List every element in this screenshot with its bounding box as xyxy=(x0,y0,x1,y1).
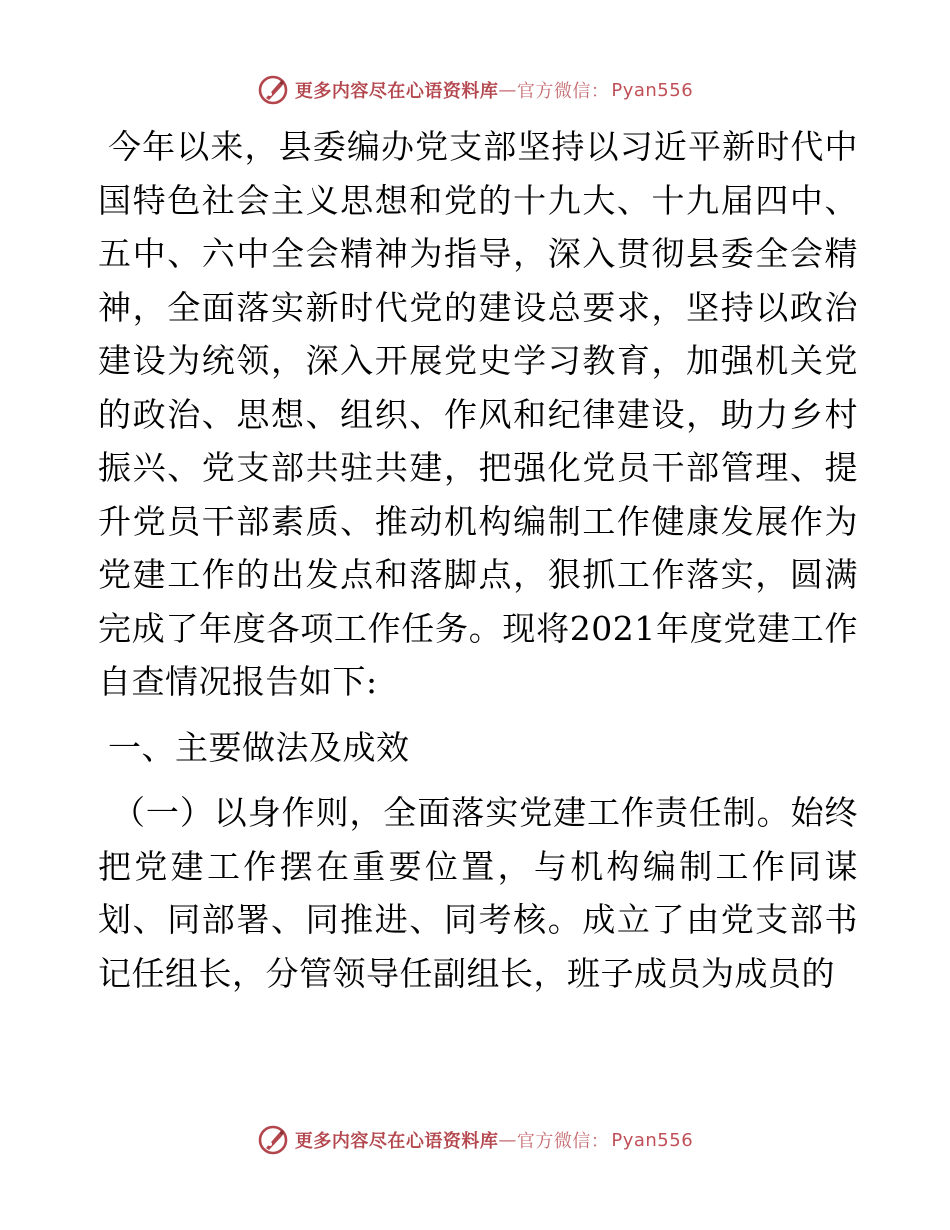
watermark-separator: — xyxy=(498,79,517,101)
watermark-label: 官方微信： xyxy=(516,1131,610,1152)
pen-seal-icon xyxy=(257,1124,289,1156)
watermark-header xyxy=(0,68,950,112)
subsection-paragraph: （一）以身作则，全面落实党建工作责任制。始终把党建工作摆在重要位置，与机构编制工作同谋划、同部署、同推进、同考核。成立了由党支部书记任组长，分管领导任副组长，班子成员为成员的 xyxy=(98,793,858,993)
watermark-main-text: 更多内容尽在心语资料库 xyxy=(294,81,499,102)
intro-paragraph: 今年以来，县委编办党支部坚持以习近平新时代中国特色社会主义思想和党的十九大、十九届四中、五中、六中全会精神为指导，深入贯彻县委全会精神，全面落实新时代党的建设总要求，坚持以政治建设为统领，深入开展党史学习教育，加强机关党的政治、思想、组织、作风和纪律建设，助力乡村振兴、党支部共驻共建，把强化党员干部管理、提升党员干部素质、推动机构编制工作健康发展作为党建工作的出发点和落脚点，狠抓工作落实，圆满完成了年度各项工作任务。现将2021年度党建工作自查情况报告如下: xyxy=(98,127,858,701)
watermark-wechat-id: Pyan556 xyxy=(611,1129,694,1151)
section-heading: 一、主要做法及成效 xyxy=(108,727,410,767)
watermark-main-text: 更多内容尽在心语资料库 xyxy=(294,1131,499,1152)
watermark-wechat-id: Pyan556 xyxy=(611,79,694,101)
watermark-label: 官方微信： xyxy=(516,81,610,102)
pen-seal-icon xyxy=(257,74,289,106)
watermark-footer xyxy=(0,1118,950,1162)
watermark-separator: — xyxy=(498,1129,517,1151)
document-body xyxy=(98,120,858,1000)
